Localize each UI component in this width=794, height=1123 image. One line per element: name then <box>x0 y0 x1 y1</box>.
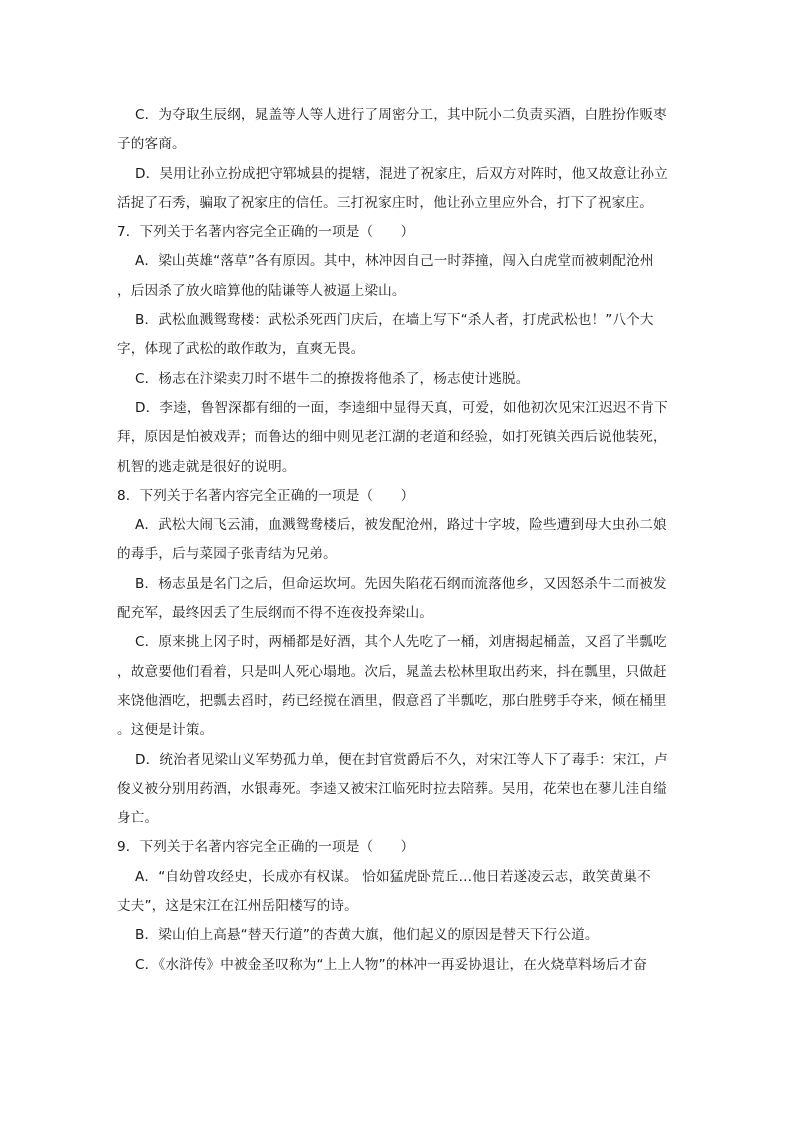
text-line: D．吴用让孙立扮成把守郓城县的提辖，混进了祝家庄，后双方对阵时，他又故意让孙立 <box>135 165 668 182</box>
text-line: 子的客商。 <box>117 136 186 153</box>
text-line: 拜，原因是怕被戏弄；而鲁达的细中则见老江湖的老道和经验，如打死镇关西后说他装死， <box>117 429 667 446</box>
text-line: 配充军，最终因丢了生辰纲而不得不连夜投奔梁山。 <box>117 605 434 622</box>
text-line: 的毒手，后与菜园子张青结为兄弟。 <box>117 546 337 563</box>
text-line: 机智的逃走就是很好的说明。 <box>117 458 296 475</box>
document-body <box>117 101 677 980</box>
text-line: 8．下列关于名著内容完全正确的一项是（ ） <box>117 487 415 504</box>
text-line: 字，体现了武松的敢作敢为，直爽无畏。 <box>117 341 365 358</box>
text-line: 7．下列关于名著内容完全正确的一项是（ ） <box>117 224 415 241</box>
text-line: 丈夫”，这是宋江在江州岳阳楼写的诗。 <box>117 898 358 915</box>
text-line: D．统治者见梁山义军势孤力单，便在封官赏爵后不久，对宋江等人下了毒手：宋江，卢 <box>135 751 668 768</box>
text-line: C．为夺取生辰纲，晁盖等人等人进行了周密分工，其中阮小二负责买酒，白胜扮作贩枣 <box>135 107 667 123</box>
text-line: ，后因杀了放火暗算他的陆谦等人被逼上梁山。 <box>117 282 406 299</box>
text-line: 身亡。 <box>117 810 159 827</box>
text-line: D．李逵，鲁智深都有细的一面，李逵细中显得天真，可爱，如他初次见宋江迟迟不肯下 <box>135 399 668 416</box>
text-line: A．“自幼曾攻经史，长成亦有权谋。 恰如猛虎卧荒丘…他日若遂凌云志，敢笑黄巢不 <box>135 868 651 885</box>
text-line: A．武松大闹飞云浦，血溅鸳鸯楼后，被发配沧州，路过十字坡，险些遭到母大虫孙二娘 <box>135 517 667 534</box>
text-line: C．原来挑上冈子时，两桶都是好酒，其个人先吃了一桶，刘唐揭起桶盖，又舀了半瓢吃 <box>135 634 667 651</box>
text-line: B．武松血溅鸳鸯楼：武松杀死西门庆后，在墙上写下“杀人者，打虎武松也！”八个大 <box>135 312 654 329</box>
text-line: 。这便是计策。 <box>117 722 214 739</box>
text-line: 来饶他酒吃，把瓢去舀时，药已经搅在酒里，假意舀了半瓢吃，那白胜劈手夺来，倾在桶里 <box>117 692 667 709</box>
text-line: C．杨志在汴梁卖刀时不堪牛二的撩拨将他杀了，杨志使计逃脱。 <box>135 370 530 387</box>
text-line: 俊义被分别用药酒，水银毒死。李逵又被宋江临死时拉去陪葬。吴用，花荣也在蓼儿洼自缢 <box>117 780 667 797</box>
text-line: B．杨志虽是名门之后，但命运坎坷。先因失陷花石纲而流落他乡，又因怒杀牛二而被发 <box>135 575 667 592</box>
text-line: C．《水浒传》中被金圣叹称为“上上人物”的林冲一再妥协退让，在火烧草料场后才奋 <box>135 956 647 973</box>
text-line: ，故意要他们看着，只是叫人死心塌地。次后，晁盖去松林里取出药来，抖在瓢里，只做赶 <box>117 663 667 680</box>
text-line: A．梁山英雄“落草”各有原因。其中，林冲因自己一时莽撞，闯入白虎堂而被刺配沧州 <box>135 253 654 270</box>
text-line: B．梁山伯上高悬“替天行道”的杏黄大旗，他们起义的原因是替天下行公道。 <box>135 927 599 944</box>
text-line: 9．下列关于名著内容完全正确的一项是（ ） <box>117 839 415 856</box>
text-line: 活捉了石秀，骗取了祝家庄的信任。三打祝家庄时，他让孙立里应外合，打下了祝家庄。 <box>117 194 654 211</box>
